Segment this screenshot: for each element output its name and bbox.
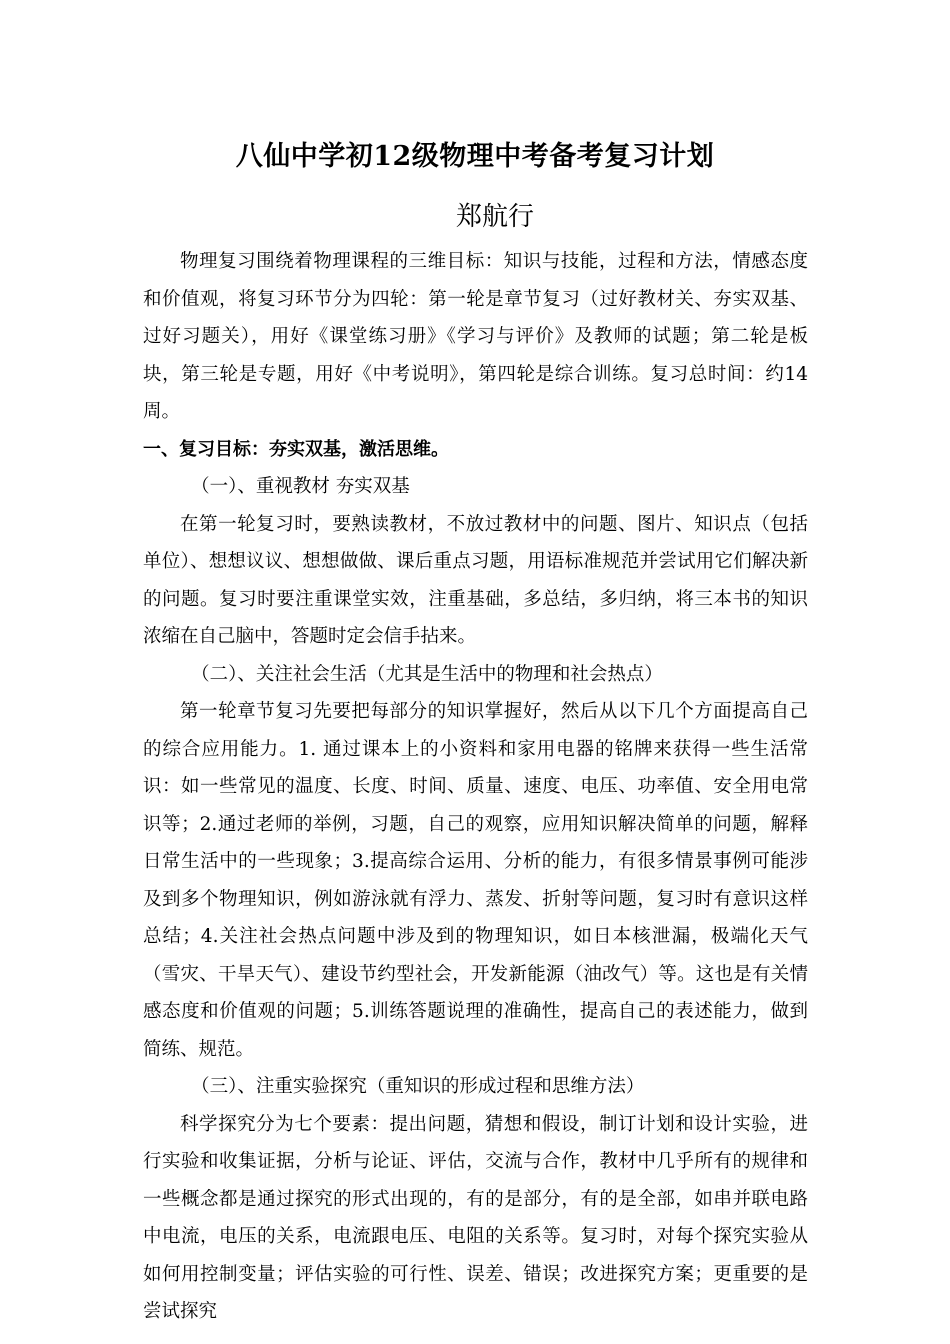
subheading-social-life: （二）、关注社会生活（尤其是生活中的物理和社会热点） (191, 663, 663, 685)
section-heading-review-goals: 一、复习目标：夯实双基，激活思维。 (143, 438, 449, 460)
paragraph-textbook: 在第一轮复习时，要熟读教材，不放过教材中的问题、图片、知识点（包括单位）、想想议议、想想做做、课后重点习题，用语标准规范并尝试用它们解决新的问题。复习时要注重课堂实效，注重基础，多总结，多归纳，将三本书的知识浓缩在自己脑中，答题时定会信手拈来。 (143, 513, 808, 647)
subheading-experiments: （三）、注重实验探究（重知识的形成过程和思维方法） (191, 1076, 645, 1097)
document-author: 郑航行 (455, 202, 534, 232)
document-body (143, 243, 808, 1331)
paragraph-experiments: 科学探究分为七个要素：提出问题，猜想和假设，制订计划和设计实验，进行实验和收集证据，分析与论证、评估，交流与合作，教材中几乎所有的规律和一些概念都是通过探究的形式出现的，有的是部分，有的是全部，如串并联电路中电流，电压的关系，电流跟电压、电阻的关系等。复习时，对每个探究实验从如何用控制变量；评估实验的可行性、误差、错误；改进探究方案；更重要的是尝试探究 (143, 1113, 808, 1322)
subheading-textbook: （一）、重视教材 夯实双基 (191, 476, 410, 497)
intro-paragraph: 物理复习围绕着物理课程的三维目标：知识与技能，过程和方法，情感态度和价值观，将复习环节分为四轮：第一轮是章节复习（过好教材关、夯实双基、过好习题关），用好《课堂练习册》《学习与评价》及教师的试题；第二轮是板块，第三轮是专题，用好《中考说明》，第四轮是综合训练。复习总时间：约14周。 (143, 251, 808, 422)
paragraph-social-life: 第一轮章节复习先要把每部分的知识掌握好，然后从以下几个方面提高自己的综合应用能力。1. 通过课本上的小资料和家用电器的铭牌来获得一些生活常识：如一些常见的温度、长度、时间、质量、速度、电压、功率值、安全用电常识等；2.通过老师的举例，习题，自己的观察，应用知识解决简单的问题，解释日常生活中的一些现象；3.提高综合运用、分析的能力，有很多情景事例可能涉及到多个物理知识，例如游泳就有浮力、蒸发、折射等问题，复习时有意识这样总结；4.关注社会热点问题中涉及到的物理知识，如日本核泄漏，极端化天气（雪灾、干旱天气）、建设节约型社会，开发新能源（油改气）等。这也是有关情感态度和价值观的问题；5.训练答题说理的准确性，提高自己的表述能力，做到简练、规范。 (143, 701, 808, 1060)
document-title: 八仙中学初12级物理中考备考复习计划 (235, 141, 715, 172)
